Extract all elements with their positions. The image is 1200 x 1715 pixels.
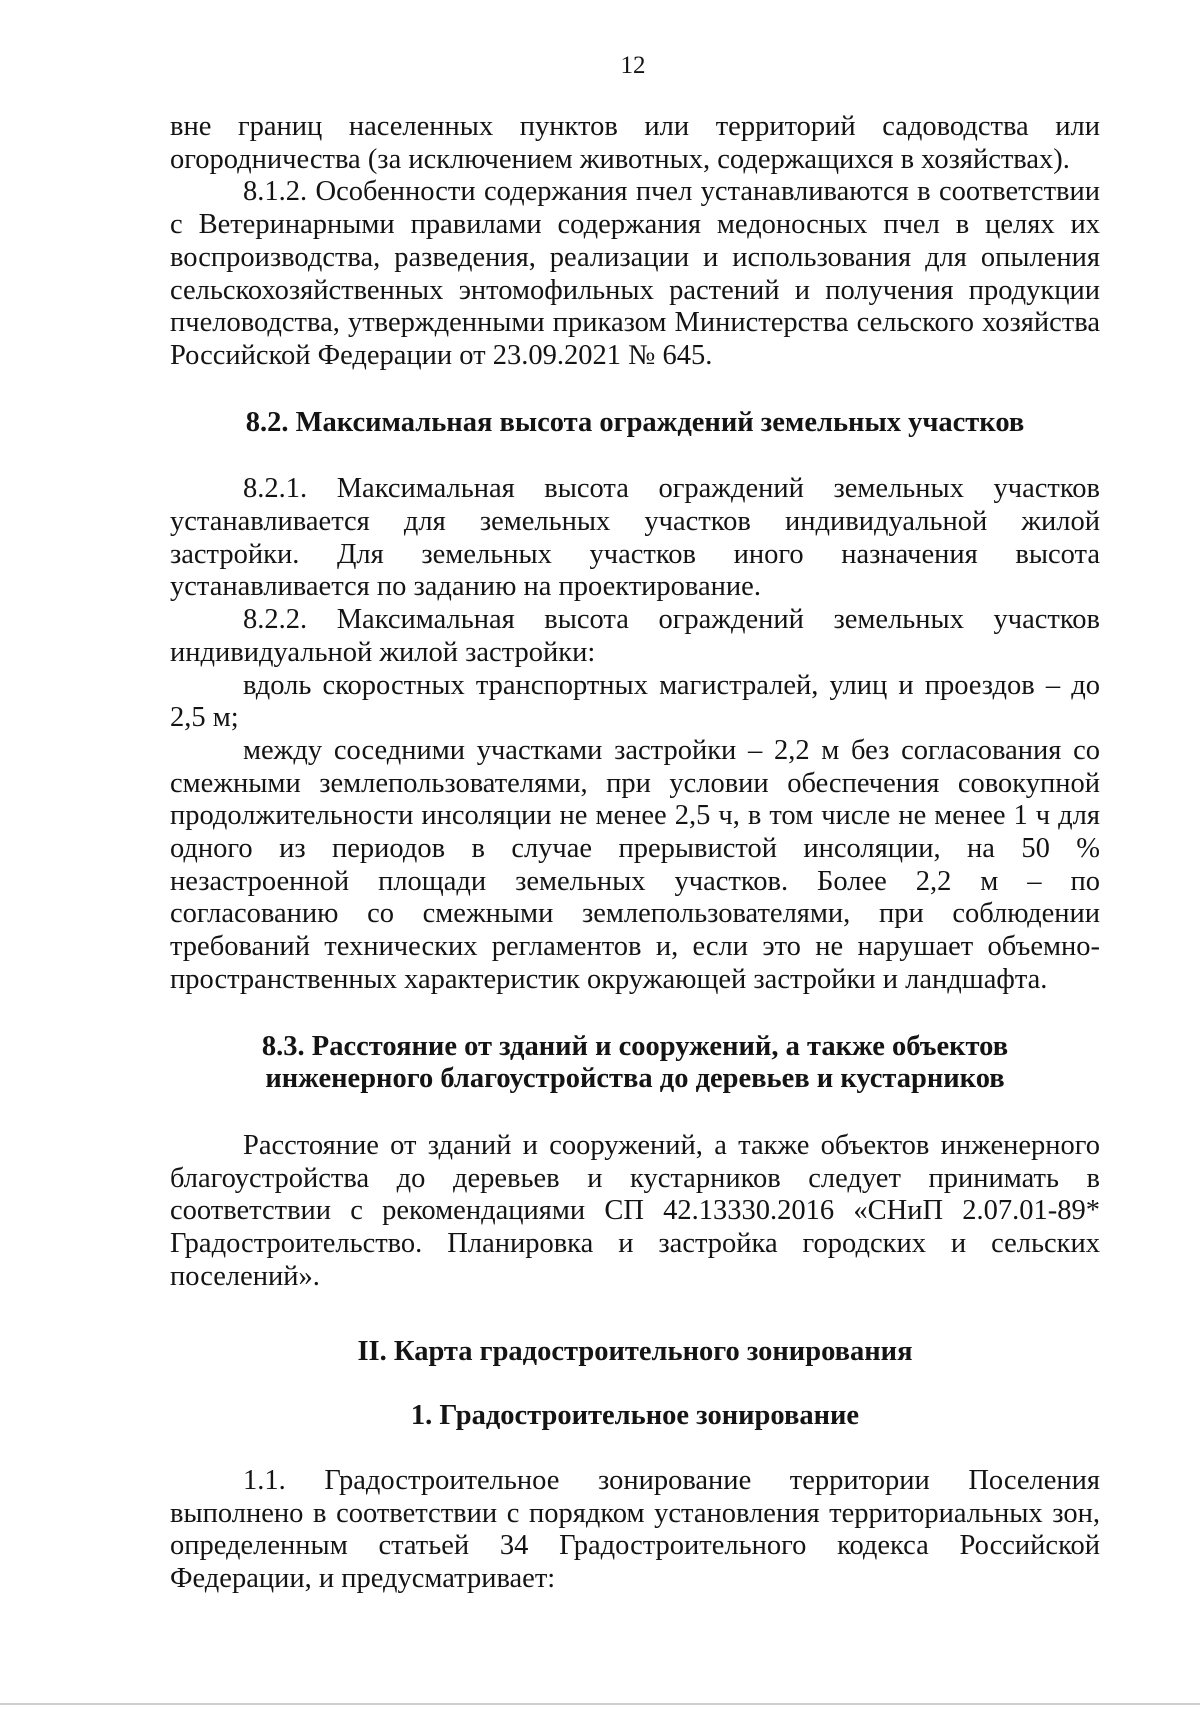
page-number: 12 bbox=[620, 52, 646, 79]
heading-8-3-line-1: 8.3. Расстояние от зданий и сооружений, а также объектов bbox=[261, 1030, 1009, 1062]
heading-1: 1. Градостроительное зонирование bbox=[410, 1400, 860, 1432]
paragraph-along-roads: вдоль скоростных транспортных магистралей, улиц и проездов – до 2,5 м; bbox=[170, 669, 1100, 734]
paragraph-8-2-1: 8.2.1. Максимальная высота ограждений земельных участков устанавливается для земельных участков индивидуальной жилой застройки. Для земельных участков иного назначения высота устанавливается по заданию на проектирование. bbox=[170, 473, 1100, 603]
paragraph-between-plots: между соседними участками застройки – 2,2 м без согласования со смежными землепользователями, при условии обеспечения совокупной продолжительности инсоляции не менее 2,5 ч, в том числе не менее 1 ч для одного из периодов в случае прерывистой инсоляции, на 50 % незастроенной площади земельных участков. Более 2,2 м – по согласованию со смежными землепользователями, при соблюдении требований технических регламентов и, если это не нарушает объемно-пространственных характеристик окружающей застройки и ландшафта. bbox=[170, 734, 1100, 995]
paragraph-1-1: 1.1. Градостроительное зонирование территории Поселения выполнено в соответствии с порядком установления территориальных зон, определенным статьей 34 Градостроительного кодекса Российской Федерации, и предусматривает: bbox=[170, 1464, 1100, 1595]
bottom-scan-edge bbox=[0, 1703, 1200, 1705]
paragraph-continuation: вне границ населенных пунктов или территорий садоводства или огородничества (за исключением животных, содержащихся в хозяйствах). bbox=[170, 111, 1100, 175]
heading-8-2: 8.2. Максимальная высота ограждений земельных участков bbox=[245, 406, 1025, 438]
heading-8-3-line-2: инженерного благоустройства до деревьев и кустарников bbox=[265, 1063, 1005, 1095]
paragraph-8-2-2: 8.2.2. Максимальная высота ограждений земельных участков индивидуальной жилой застройки: bbox=[170, 604, 1100, 668]
heading-section-ii: II. Карта градостроительного зонирования bbox=[357, 1335, 913, 1367]
document-body bbox=[170, 111, 1100, 1596]
paragraph-8-1-2: 8.1.2. Особенности содержания пчел устанавливаются в соответствии с Ветеринарными правилами содержания медоносных пчел в целях их воспроизводства, разведения, реализации и использования для опыления сельскохозяйственных энтомофильных растений и получения продукции пчеловодства, утвержденными приказом Министерства сельского хозяйства Российской Федерации от 23.09.2021 № 645. bbox=[170, 176, 1100, 371]
paragraph-8-3: Расстояние от зданий и сооружений, а также объектов инженерного благоустройства до деревьев и кустарников следует принимать в соответствии с рекомендациями СП 42.13330.2016 «СНиП 2.07.01-89* Градостроительство. Планировка и застройка городских и сельских поселений». bbox=[170, 1129, 1100, 1292]
